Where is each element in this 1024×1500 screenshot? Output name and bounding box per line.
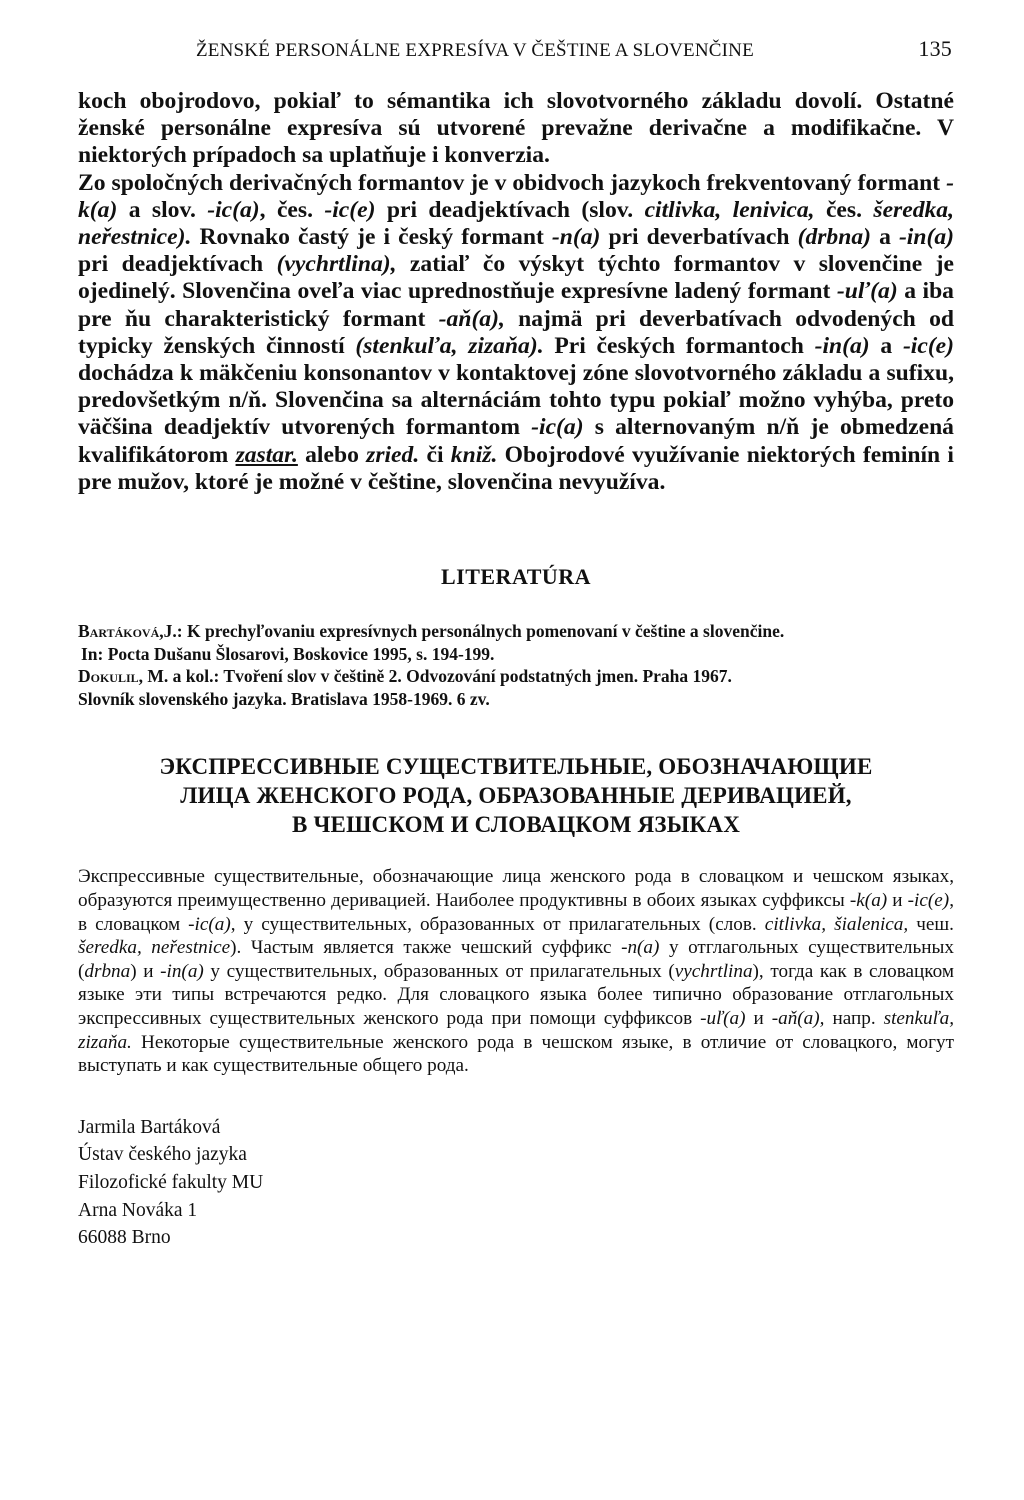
author-city: 66088 Brno — [78, 1227, 171, 1249]
reference-item: Dokulil, M. a kol.: Tvoření slov v češtině 2. Odvozování podstatných jmen. Praha 1967. — [78, 666, 732, 687]
page-number: 135 — [918, 36, 952, 61]
document-page — [78, 36, 954, 1252]
literature-heading: LITERATÚRA — [440, 564, 592, 590]
running-header — [78, 36, 954, 66]
author-street: Arna Nováka 1 — [78, 1199, 198, 1221]
russian-abstract: Экспрессивные существительные, обозначающие лица женского рода в словацком и чешском языках, образуются преимущественно деривацией. Наиболее продуктивны в обоих языках суффиксы -k(a) и -ic(e), в словацком -ic(a), у существительных, образованных от прилагательных (слов. citlivka, šialenica, чеш. šeredka, neřestnice). Частым является также чешский суффикс -n(a) у отглагольных существительных (drbna) и -in(a) у существительных, образованных от прилагательных (vychrtlina), тогда как в словацком языке эти типы встречаются редко. Для словацкого языка более типично образование отглагольных экспрессивных существительных женского рода при помощи суффиксов -uľ(a) и -aň(a), напр. stenkuľa, zizaňa. Некоторые существительные женского рода в чешском языке, в отличие от словацкого, могут выступать и как существительные общего рода. — [78, 866, 954, 1077]
paragraph-2: Zo spoločných derivačných formantov je v obidvoch jazykoch frekventovaný formant -k(a) a slov. -ic(a), čes. -ic(e) pri deadjektívach (slov. citlivka, lenivica, čes. šeredka, neřestnice). Rovnako častý je i český formant -n(a) pri deverbatívach (drbna) a -in(a) pri deadjektívach (vychrtlina), zatiaľ čo výskyt týchto formantov v slovenčine je ojedinelý. Slovenčina oveľa viac uprednostňuje expresívne ladený formant -uľ(a) a iba pre ňu charakteristický formant -aň(a), najmä pri deverbatívach odvodených od typicky ženských činností (stenkuľa, zizaňa). Pri českých formantoch -in(a) a -ic(e) dochádza k mäkčeniu konsonantov v kontaktovej zóne slovotvorného základu a sufixu, predovšetkým n/ň. Slovenčina sa alternáciám tohto typu pokiaľ možno vyhýba, preto väčšina deadjektív utvorených formantom -ic(a) s alternovaným n/ň je obmedzená kvalifikátorom zastar. alebo zried. či kniž. Obojrodové využívanie niektorých feminín i pre mužov, ktoré je možné v češtine, slovenčina nevyužíva. — [78, 169, 955, 495]
reference-item: In: Pocta Dušanu Šlosarovi, Boskovice 1995, s. 194-199. — [81, 643, 495, 664]
main-text — [78, 88, 954, 496]
author-name: Jarmila Bartáková — [78, 1116, 221, 1138]
reference-list — [78, 620, 954, 710]
author-institute: Ústav českého jazyka — [78, 1144, 247, 1166]
paragraph-1: koch obojrodovo, pokiaľ to sémantika ich slovotvorného základu dovolí. Ostatné ženské personálne expresíva sú utvorené prevažne derivačne a modifikačne. V niektorých prípadoch sa uplatňuje i konverzia. — [78, 88, 954, 169]
russian-summary-heading: ЭКСПРЕССИВНЫЕ СУЩЕСТВИТЕЛЬНЫЕ, ОБОЗНАЧАЮЩИЕ ЛИЦА ЖЕНСКОГО РОДА, ОБРАЗОВАННЫЕ ДЕРИВАЦИЕЙ, В ЧЕШСКОМ И СЛОВАЦКОМ ЯЗЫКАХ — [159, 754, 873, 838]
author-faculty: Filozofické fakulty MU — [78, 1171, 264, 1193]
reference-item: Bartáková,J.: K prechyľovaniu expresívnych personálnych pomenovaní v češtine a slovenčine. — [78, 621, 785, 642]
author-address — [78, 1114, 954, 1252]
reference-item: Slovník slovenského jazyka. Bratislava 1958-1969. 6 zv. — [78, 688, 490, 709]
running-title: ŽENSKÉ PERSONÁLNE EXPRESÍVA V ČEŠTINE A SLOVENČINE — [196, 40, 754, 61]
